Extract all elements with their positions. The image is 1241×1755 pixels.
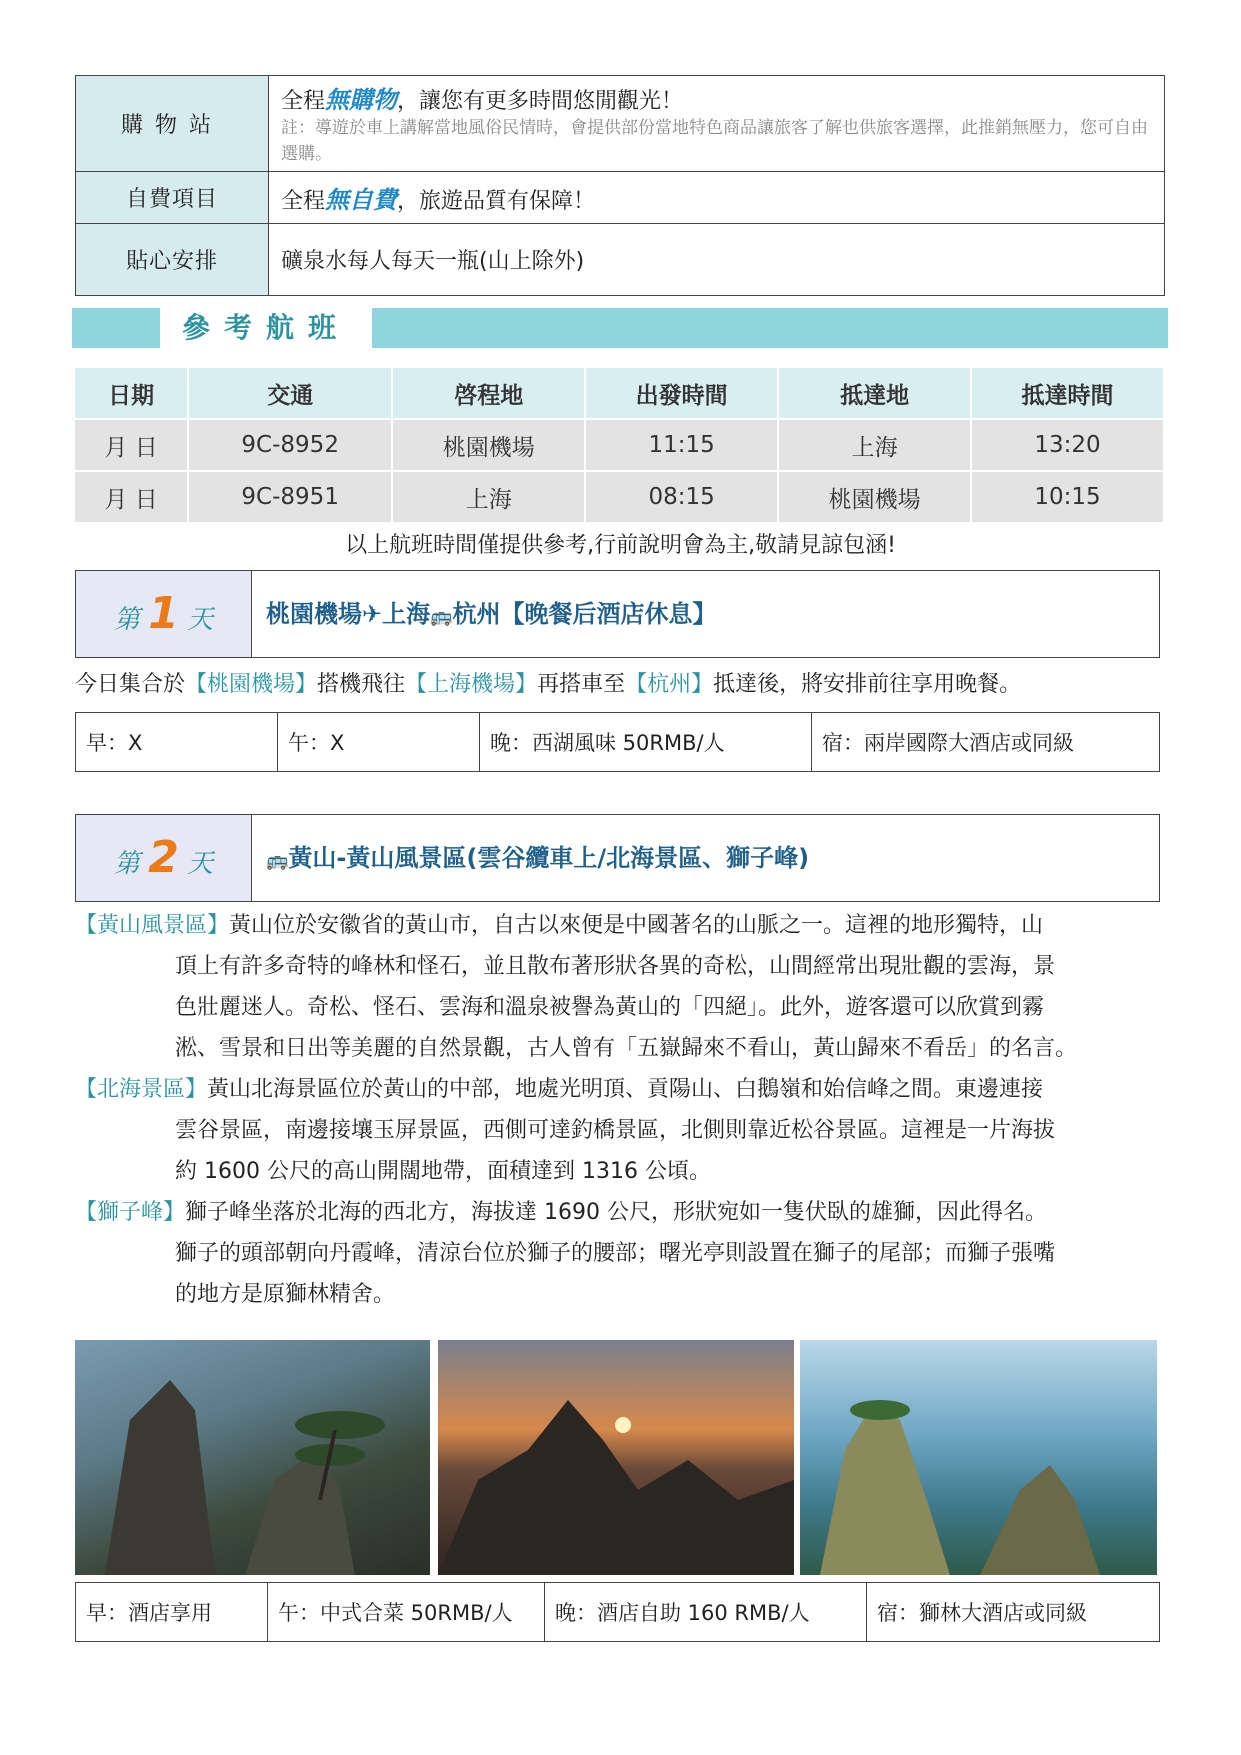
day2-header [75, 814, 1160, 902]
flight-header: 出發時間 [585, 368, 778, 419]
para-line: 的地方是原獅林精舍。 [175, 1282, 396, 1307]
shopping-label: 購物站 [76, 76, 269, 172]
selfpay-pre: 全程 [281, 189, 326, 214]
paragraph [75, 905, 1165, 1069]
day2-title-text: 黃山-黃山風景區(雲谷纜車上/北海景區、獅子峰) [288, 844, 810, 872]
day1-intro [75, 664, 1175, 706]
paragraph [75, 1069, 1165, 1192]
selfpay-value [269, 172, 1165, 224]
section-bar-right [372, 308, 1168, 348]
shopping-note: 註：導遊於車上講解當地風俗民情時，會提供部份當地特色商品讓旅客了解也供旅客選擇，此推銷無壓力，您可自由選購。 [281, 118, 1148, 164]
flight-cell: 上海 [392, 471, 585, 523]
para-line: 色壯麗迷人。奇松、怪石、雲海和溫泉被譽為黃山的「四絕」。此外，遊客還可以欣賞到霧 [175, 995, 1045, 1020]
plane-icon: ✈ [362, 600, 383, 628]
day-suffix: 天 [187, 849, 214, 879]
flight-table [75, 368, 1165, 524]
shopping-pre: 全程 [281, 89, 326, 114]
section-title: 參考航班 [181, 311, 350, 344]
flight-cell: 11:15 [585, 419, 778, 471]
intro-bracket: 【上海機場】 [405, 672, 538, 697]
day2-number [76, 815, 252, 901]
flight-cell: 月 日 [75, 471, 188, 523]
para-text: 獅子峰坐落於北海的西北方，海拔達 1690 公尺，形狀宛如一隻伏臥的雄獅，因此得名。 [185, 1200, 1047, 1225]
day1-title-part: 桃園機場 [266, 600, 362, 628]
day1-meals [75, 712, 1160, 772]
flight-cell: 月 日 [75, 419, 188, 471]
day1-title-part: 上海 [382, 600, 431, 628]
meal-dinner: 晚：西湖風味 50RMB/人 [480, 713, 812, 772]
para-line: 約 1600 公尺的高山開闊地帶，面積達到 1316 公頃。 [175, 1159, 711, 1184]
table-row [75, 471, 1164, 523]
para-tag: 【獅子峰】 [75, 1200, 186, 1225]
shopping-highlight: 無購物 [325, 86, 398, 114]
flight-cell: 9C-8951 [188, 471, 392, 523]
huangshan-pine-photo [75, 1340, 430, 1575]
day2-title [266, 815, 809, 901]
bus-icon: 🚌 [430, 606, 453, 627]
flight-note: 以上航班時間僅提供參考,行前說明會為主,敬請見諒包涵! [345, 533, 896, 558]
day2-meals [75, 1582, 1160, 1642]
selfpay-highlight: 無自費 [325, 186, 398, 214]
section-bar-left [72, 308, 160, 348]
intro-bracket: 【桃園機場】 [185, 672, 318, 697]
day1-title-part: 杭州【晚餐后酒店休息】 [452, 600, 717, 628]
selfpay-label: 自費項目 [76, 172, 269, 224]
flight-header: 啓程地 [392, 368, 585, 419]
flight-header: 抵達時間 [971, 368, 1164, 419]
peaks-graphic [800, 1340, 1157, 1575]
day-num: 2 [148, 832, 179, 883]
intro-text: 再搭車至 [537, 672, 626, 697]
meal-dinner: 晚：酒店自助 160 RMB/人 [545, 1583, 867, 1642]
day-suffix: 天 [187, 605, 214, 635]
para-text: 黃山北海景區位於黃山的中部，地處光明頂、貢陽山、白鵝嶺和始信峰之間。東邊連接 [207, 1077, 1044, 1102]
para-text: 黃山位於安徽省的黃山市，自古以來便是中國著名的山脈之一。這裡的地形獨特，山 [229, 913, 1044, 938]
meal-breakfast: 早：酒店享用 [76, 1583, 268, 1642]
para-tag: 【黃山風景區】 [75, 913, 230, 938]
para-tag: 【北海景區】 [75, 1077, 208, 1102]
intro-text: 抵達後，將安排前往享用晚餐。 [713, 672, 1022, 697]
day1-title [266, 571, 717, 657]
flight-cell: 9C-8952 [188, 419, 392, 471]
meal-hotel: 宿：獅林大酒店或同級 [867, 1583, 1160, 1642]
shopping-value [269, 76, 1165, 172]
sunset-graphic [438, 1340, 794, 1575]
para-line: 淞、雪景和日出等美麗的自然景觀，古人曾有「五嶽歸來不看山，黃山歸來不看岳」的名言。 [175, 1036, 1078, 1061]
flight-header: 抵達地 [778, 368, 971, 419]
bus-icon: 🚌 [266, 850, 289, 871]
meal-hotel: 宿：兩岸國際大酒店或同級 [812, 713, 1160, 772]
day1-header [75, 570, 1160, 658]
shopping-post: ，讓您有更多時間悠閒觀光！ [397, 89, 684, 114]
flight-cell: 上海 [778, 419, 971, 471]
pine-rock-graphic [75, 1340, 430, 1575]
flight-cell: 桃園機場 [392, 419, 585, 471]
paragraph [75, 1192, 1165, 1315]
day1-number [76, 571, 252, 657]
huangshan-sunset-photo [438, 1340, 794, 1575]
meal-lunch: 午：中式合菜 50RMB/人 [268, 1583, 545, 1642]
intro-text: 搭機飛往 [317, 672, 406, 697]
meal-breakfast: 早：X [76, 713, 278, 772]
intro-bracket: 【杭州】 [625, 672, 714, 697]
meal-lunch: 午：X [278, 713, 480, 772]
day-num: 1 [148, 588, 179, 639]
flight-header: 日期 [75, 368, 188, 419]
info-table [75, 75, 1165, 296]
intro-text: 今日集合於 [75, 672, 186, 697]
day2-paragraphs [75, 905, 1165, 1315]
para-line: 頂上有許多奇特的峰林和怪石，並且散布著形狀各異的奇松，山間經常出現壯觀的雲海，景 [175, 954, 1056, 979]
huangshan-peaks-photo [800, 1340, 1157, 1575]
flight-cell: 08:15 [585, 471, 778, 523]
para-line: 獅子的頭部朝向丹霞峰，清涼台位於獅子的腰部；曙光亭則設置在獅子的尾部；而獅子張嘴 [175, 1241, 1056, 1266]
flight-cell: 13:20 [971, 419, 1164, 471]
selfpay-post: ，旅遊品質有保障！ [397, 189, 596, 214]
flight-header: 交通 [188, 368, 392, 419]
flight-cell: 10:15 [971, 471, 1164, 523]
para-line: 雲谷景區，南邊接壤玉屏景區，西側可達釣橋景區，北側則靠近松谷景區。這裡是一片海拔 [175, 1118, 1056, 1143]
care-label: 貼心安排 [76, 224, 269, 296]
flight-cell: 桃園機場 [778, 471, 971, 523]
day-prefix: 第 [113, 849, 140, 879]
table-row [75, 419, 1164, 471]
day-prefix: 第 [113, 605, 140, 635]
care-value: 礦泉水每人每天一瓶(山上除外) [269, 224, 1165, 296]
